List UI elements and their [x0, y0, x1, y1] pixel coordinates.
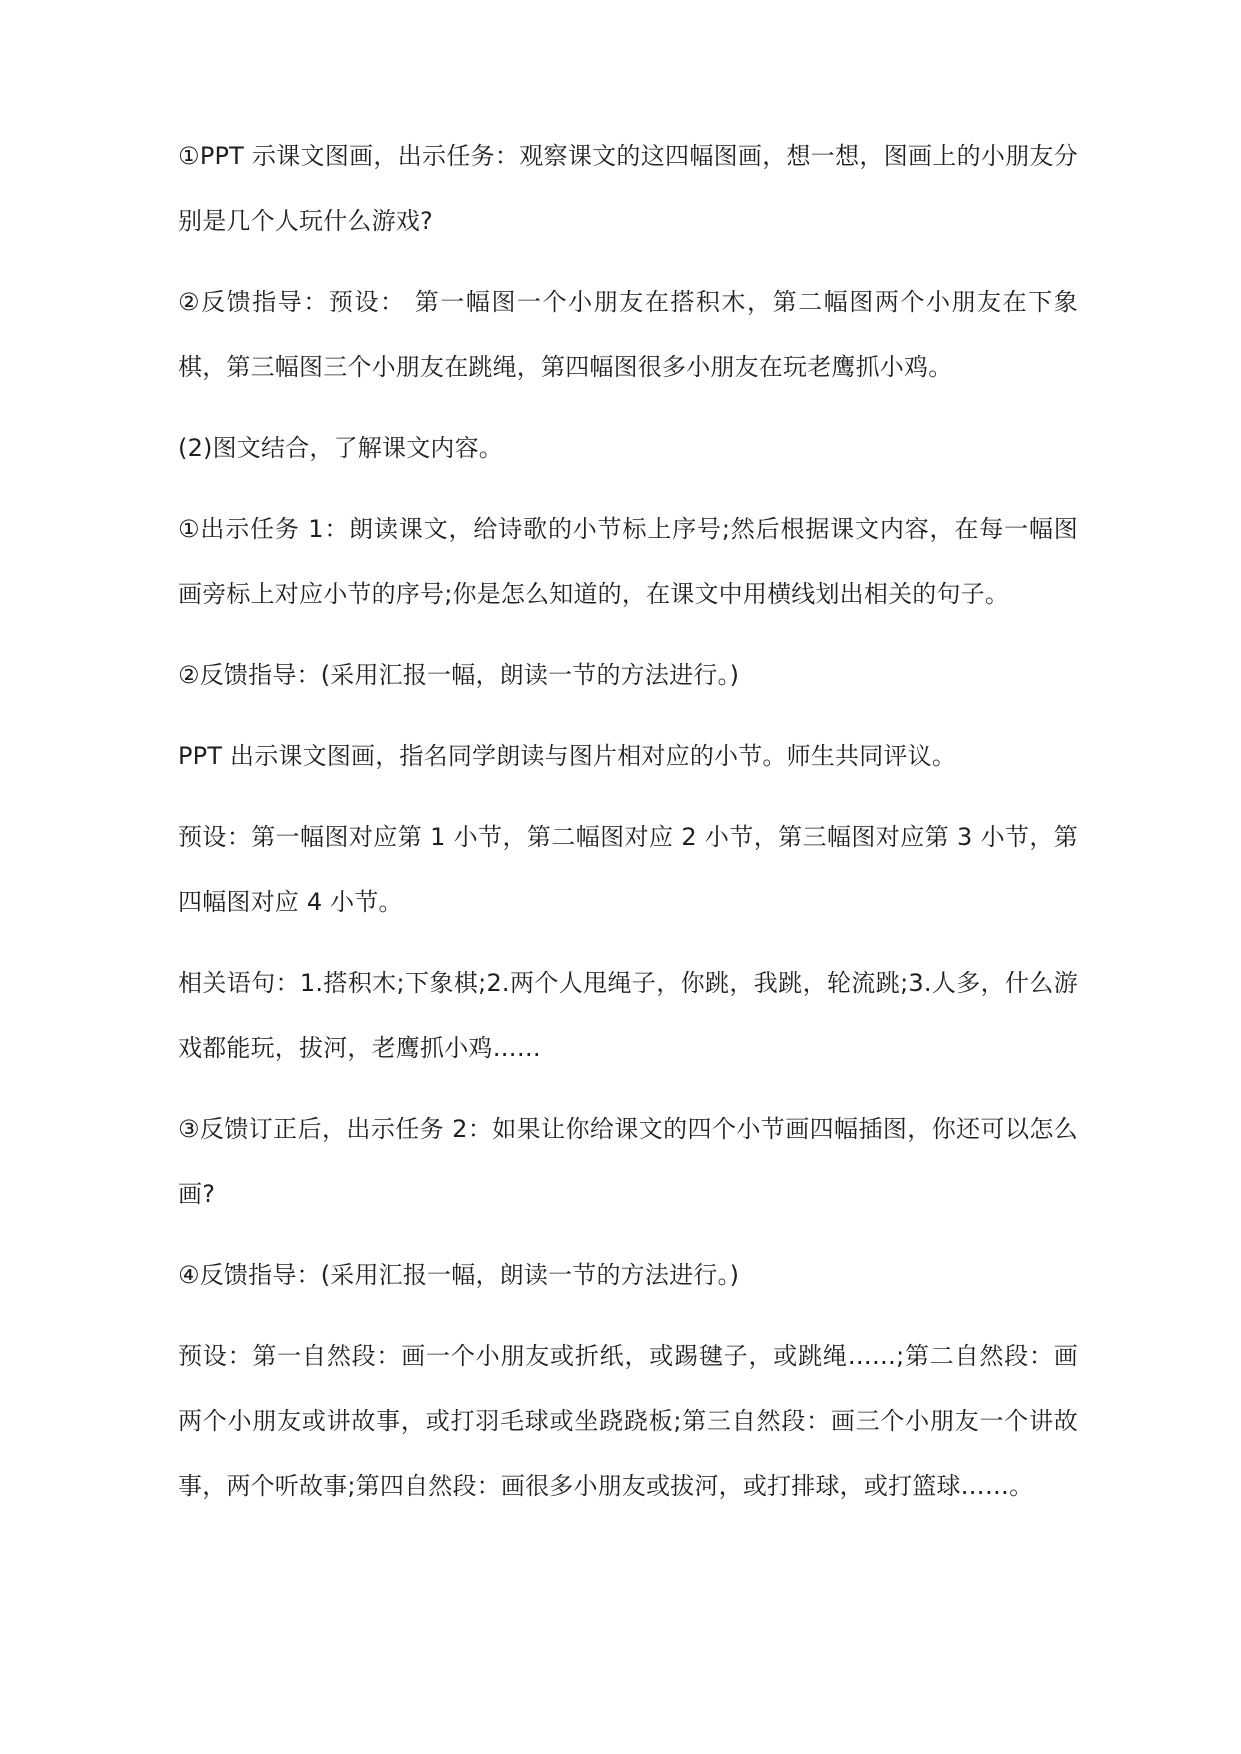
paragraph-5: ②反馈指导：(采用汇报一幅，朗读一节的方法进行。): [178, 661, 740, 689]
paragraph-8: 相关语句：1.搭积木;下象棋;2.两个人甩绳子，你跳，我跳，轮流跳;3.人多，什么游戏都能玩，拔河，老鹰抓小鸡……: [178, 969, 1078, 1062]
paragraph-9: ③反馈订正后，出示任务 2：如果让你给课文的四个小节画四幅插图，你还可以怎么画?: [178, 1115, 1078, 1208]
document-body: [178, 124, 1078, 1535]
paragraph-6: PPT 出示课文图画，指名同学朗读与图片相对应的小节。师生共同评议。: [178, 742, 957, 770]
paragraph-11: 预设：第一自然段：画一个小朋友或折纸，或踢毽子，或跳绳……;第二自然段：画两个小朋友或讲故事，或打羽毛球或坐跷跷板;第三自然段：画三个小朋友一个讲故事，两个听故事;第四自然段：画很多小朋友或拔河，或打排球，或打篮球……。: [178, 1342, 1078, 1500]
paragraph-4: ①出示任务 1：朗读课文，给诗歌的小节标上序号;然后根据课文内容，在每一幅图画旁标上对应小节的序号;你是怎么知道的，在课文中用横线划出相关的句子。: [178, 515, 1078, 608]
paragraph-3: (2)图文结合，了解课文内容。: [178, 434, 503, 462]
paragraph-7: 预设：第一幅图对应第 1 小节，第二幅图对应 2 小节，第三幅图对应第 3 小节，第四幅图对应 4 小节。: [178, 823, 1078, 916]
paragraph-1: ①PPT 示课文图画，出示任务：观察课文的这四幅图画，想一想，图画上的小朋友分别是几个人玩什么游戏?: [178, 142, 1078, 235]
paragraph-2: ②反馈指导：预设： 第一幅图一个小朋友在搭积木，第二幅图两个小朋友在下象棋，第三幅图三个小朋友在跳绳，第四幅图很多小朋友在玩老鹰抓小鸡。: [178, 288, 1078, 381]
paragraph-10: ④反馈指导：(采用汇报一幅，朗读一节的方法进行。): [178, 1261, 740, 1289]
